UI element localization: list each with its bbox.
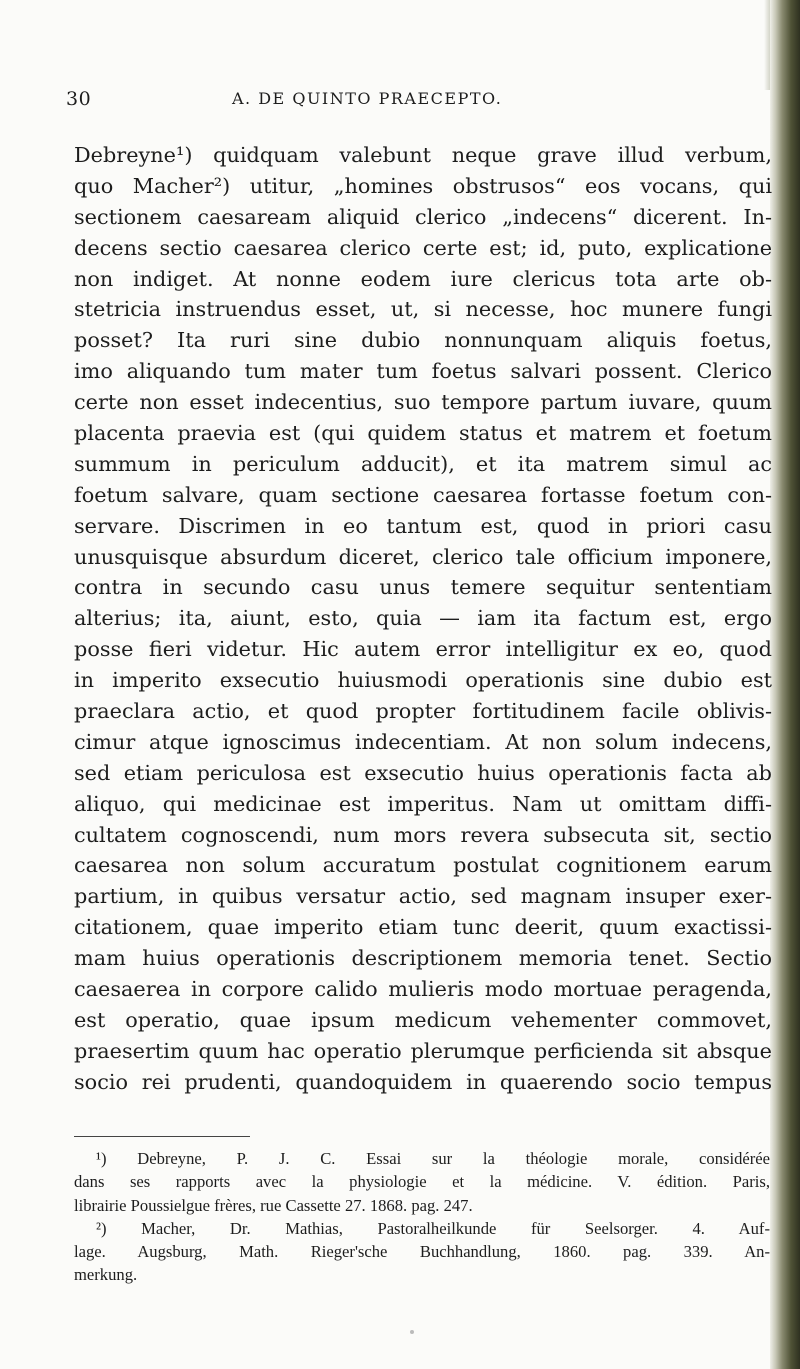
text-line: placenta praevia est (qui quidem status et matrem et foetum	[74, 421, 772, 446]
text-line: non indiget. At nonne eodem iure clericus tota arte ob-	[74, 266, 772, 291]
footnote-line: ¹) Debreyne, P. J. C. Essai sur la théologie morale, considérée	[96, 1149, 770, 1168]
text-line: cultatem cognoscendi, num mors revera subsecuta sit, sectio	[74, 822, 772, 847]
footnote-divider	[74, 1136, 250, 1137]
text-line: sectionem caesaream aliquid clerico „indecens“ dicerent. In-	[74, 204, 772, 229]
footnote-line: ²) Macher, Dr. Mathias, Pastoralheilkunde für Seelsorger. 4. Auf-	[96, 1218, 770, 1238]
text-line: decens sectio caesarea clerico certe est; id, puto, explicatione	[74, 235, 772, 260]
binding-edge	[770, 0, 800, 1369]
text-line: mam huius operationis descriptionem memoria tenet. Sectio	[74, 946, 772, 971]
text-line: imo aliquando tum mater tum foetus salvari possent. Clerico	[74, 359, 772, 384]
text-line: praesertim quum hac operatio plerumque perficienda sit absque	[74, 1038, 772, 1063]
paper-speck	[410, 1330, 414, 1334]
text-line: stetricia instruendus esset, ut, si necesse, hoc munere fungi	[74, 297, 772, 322]
footnote-line: librairie Poussielgue frères, rue Cassette 27. 1868. pag. 247.	[74, 1195, 473, 1215]
text-line: caesaerea in corpore calido mulieris modo mortuae peragenda,	[74, 977, 772, 1002]
text-line: citationem, quae imperito etiam tunc deerit, quum exactissi-	[74, 915, 772, 940]
text-line: posset? Ita ruri sine dubio nonnunquam aliquis foetus,	[74, 328, 772, 353]
footnotes	[74, 1147, 770, 1287]
text-line: praeclara actio, et quod propter fortitudinem facile oblivis-	[74, 699, 772, 724]
text-line: est operatio, quae ipsum medicum vehementer commovet,	[74, 1007, 772, 1032]
main-text	[74, 140, 772, 1098]
text-line: unusquisque absurdum diceret, clerico tale officium imponere,	[74, 544, 772, 569]
text-line: posse fieri videtur. Hic autem error intelligitur ex eo, quod	[74, 637, 772, 662]
text-line: alterius; ita, aiunt, esto, quia — iam ita factum est, ergo	[74, 606, 772, 631]
text-line: sed etiam periculosa est exsecutio huius operationis facta ab	[74, 760, 772, 785]
text-line: quo Macher²) utitur, „homines obstrusos“ eos vocans, qui	[74, 173, 772, 198]
text-line: in imperito exsecutio huiusmodi operationis sine dubio est	[74, 668, 772, 693]
text-line: socio rei prudenti, quandoquidem in quaerendo socio tempus	[74, 1069, 772, 1094]
text-line: foetum salvare, quam sectione caesarea fortasse foetum con-	[74, 482, 772, 507]
text-line: cimur atque ignoscimus indecentiam. At non solum indecens,	[74, 729, 772, 754]
text-line: certe non esset indecentius, suo tempore partum iuvare, quum	[74, 390, 772, 415]
footnote-line: lage. Augsburg, Math. Rieger'sche Buchhandlung, 1860. pag. 339. An-	[74, 1242, 770, 1262]
text-line: contra in secundo casu unus temere sequitur sententiam	[74, 575, 772, 600]
text-line: aliquo, qui medicinae est imperitus. Nam ut omittam diffi-	[74, 791, 772, 816]
running-head: A. DE QUINTO PRAECEPTO.	[232, 89, 503, 108]
text-line: summum in periculum adducit), et ita matrem simul ac	[74, 451, 772, 476]
text-line: caesarea non solum accuratum postulat cognitionem earum	[74, 853, 772, 878]
page-header	[0, 88, 800, 118]
footnote-line: dans ses rapports avec la physiologie et la médicine. V. édition. Paris,	[74, 1172, 770, 1192]
text-line: partium, in quibus versatur actio, sed magnam insuper exer-	[74, 884, 772, 909]
text-line: servare. Discrimen in eo tantum est, quod in priori casu	[74, 513, 772, 538]
footnote-line: merkung.	[74, 1265, 138, 1285]
text-line: Debreyne¹) quidquam valebunt neque grave illud verbum,	[74, 143, 772, 167]
page-number: 30	[66, 88, 92, 110]
